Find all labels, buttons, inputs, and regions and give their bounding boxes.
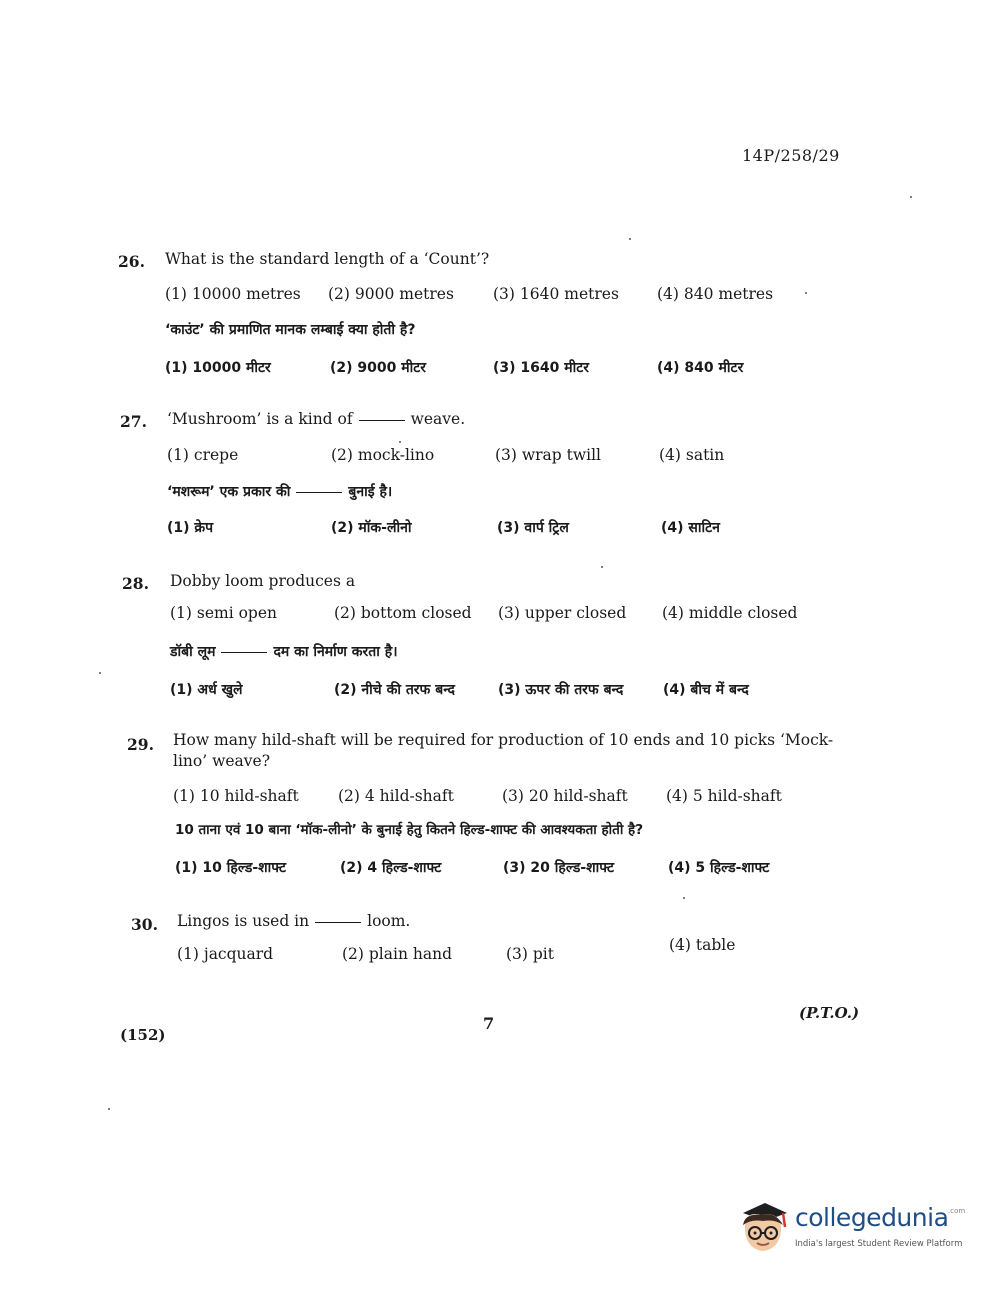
option-3: (3) ऊपर की तरफ बन्द	[498, 682, 624, 698]
option-2: (2) मॉक-लीनो	[331, 520, 412, 536]
question-text-hi: ‘काउंट’ की प्रमाणित मानक लम्बाई क्या होती है?	[165, 322, 416, 338]
brand-name: collegedunia	[795, 1203, 949, 1232]
answer-blank	[221, 652, 267, 653]
option-2: (2) plain hand	[342, 945, 452, 963]
question-text-en	[167, 410, 465, 428]
option-2: (2) 4 hild-shaft	[338, 787, 454, 805]
option-4: (4) 840 मीटर	[657, 360, 744, 376]
question-text-hi: 10 ताना एवं 10 बाना ‘मॉक-लीनो’ के बुनाई हेतु कितने हिल्ड-शाफ्ट की आवश्यकता होती है?	[175, 822, 644, 838]
option-2: (2) 9000 मीटर	[330, 360, 427, 376]
scan-speck	[805, 292, 807, 294]
option-4: (4) साटिन	[661, 520, 720, 536]
options-en	[0, 285, 993, 307]
scan-speck	[683, 897, 685, 899]
option-1: (1) crepe	[167, 446, 239, 464]
option-1: (1) अर्ध खुले	[170, 682, 243, 698]
scan-speck	[99, 672, 101, 674]
options-en	[0, 604, 993, 626]
option-1: (1) 10000 metres	[165, 285, 301, 303]
question-text-en: Dobby loom produces a	[170, 572, 356, 590]
options-hi	[0, 858, 993, 880]
option-4: (4) 840 metres	[657, 285, 774, 303]
question-text-en	[177, 912, 410, 930]
question-text-before: ‘Mushroom’ is a kind of	[167, 410, 353, 428]
question-text-before: डॉबी लूम	[170, 644, 216, 660]
brand-tagline: India's largest Student Review Platform	[795, 1239, 963, 1249]
option-3: (3) upper closed	[498, 604, 627, 622]
option-2: (2) mock-lino	[331, 446, 435, 464]
collegedunia-watermark	[735, 1195, 965, 1265]
question-text-after: weave.	[410, 410, 466, 428]
option-3: (3) वार्प ट्रिल	[497, 520, 569, 536]
option-4: (4) 5 हिल्ड-शाफ्ट	[668, 860, 770, 876]
question-text-before: ‘मशरूम’ एक प्रकार की	[167, 484, 291, 500]
question-text-en: What is the standard length of a ‘Count’?	[165, 250, 490, 268]
options-en	[0, 936, 993, 967]
question-text-en: How many hild-shaft will be required for production of 10 ends and 10 picks ‘Mock-lino’ weave?	[173, 731, 834, 770]
option-2: (2) 9000 metres	[328, 285, 454, 303]
question-text-after: दम का निर्माण करता है।	[273, 644, 398, 660]
mascot-logo-icon	[735, 1197, 793, 1257]
page-number: 7	[483, 1014, 495, 1033]
booklet-code: (152)	[120, 1026, 166, 1044]
scan-speck	[601, 566, 603, 568]
options-en	[0, 446, 993, 468]
option-2: (2) नीचे की तरफ बन्द	[334, 682, 455, 698]
option-1: (1) 10 hild-shaft	[173, 787, 299, 805]
question-text-hi	[167, 482, 392, 501]
question-text-hi	[170, 642, 398, 661]
option-3: (3) pit	[506, 945, 554, 963]
scan-speck	[910, 196, 912, 198]
scan-speck	[629, 238, 631, 240]
scan-speck	[399, 441, 401, 443]
option-3: (3) wrap twill	[495, 446, 602, 464]
question-number: 26.	[118, 252, 145, 271]
option-4: (4) table	[669, 936, 736, 954]
question-text-after: loom.	[367, 912, 411, 930]
options-en	[0, 787, 993, 809]
option-4: (4) बीच में बन्द	[663, 682, 749, 698]
options-hi	[0, 518, 993, 540]
question-number: 29.	[127, 735, 154, 754]
paper-code: 14P/258/29	[742, 146, 840, 165]
options-hi	[0, 358, 993, 380]
option-3: (3) 1640 मीटर	[493, 360, 590, 376]
options-hi	[0, 680, 993, 702]
option-3: (3) 1640 metres	[493, 285, 619, 303]
question-text-before: Lingos is used in	[177, 912, 310, 930]
option-1: (1) 10 हिल्ड-शाफ्ट	[175, 860, 287, 876]
option-1: (1) jacquard	[177, 945, 274, 963]
question-number: 27.	[120, 412, 147, 431]
option-1: (1) 10000 मीटर	[165, 360, 271, 376]
option-4: (4) middle closed	[662, 604, 798, 622]
brand-suffix: .com	[948, 1207, 966, 1215]
option-2: (2) 4 हिल्ड-शाफ्ट	[340, 860, 442, 876]
pto-label: (P.T.O.)	[799, 1004, 860, 1022]
question-number: 28.	[122, 574, 149, 593]
answer-blank	[359, 420, 405, 421]
option-1: (1) semi open	[170, 604, 278, 622]
option-3: (3) 20 hild-shaft	[502, 787, 628, 805]
question-number: 30.	[131, 915, 158, 934]
scan-speck	[108, 1108, 110, 1110]
option-4: (4) satin	[659, 446, 725, 464]
answer-blank	[296, 492, 342, 493]
option-2: (2) bottom closed	[334, 604, 472, 622]
option-3: (3) 20 हिल्ड-शाफ्ट	[503, 860, 615, 876]
answer-blank	[315, 922, 361, 923]
option-4: (4) 5 hild-shaft	[666, 787, 782, 805]
question-text-after: बुनाई है।	[348, 484, 393, 500]
option-1: (1) क्रेप	[167, 520, 214, 536]
